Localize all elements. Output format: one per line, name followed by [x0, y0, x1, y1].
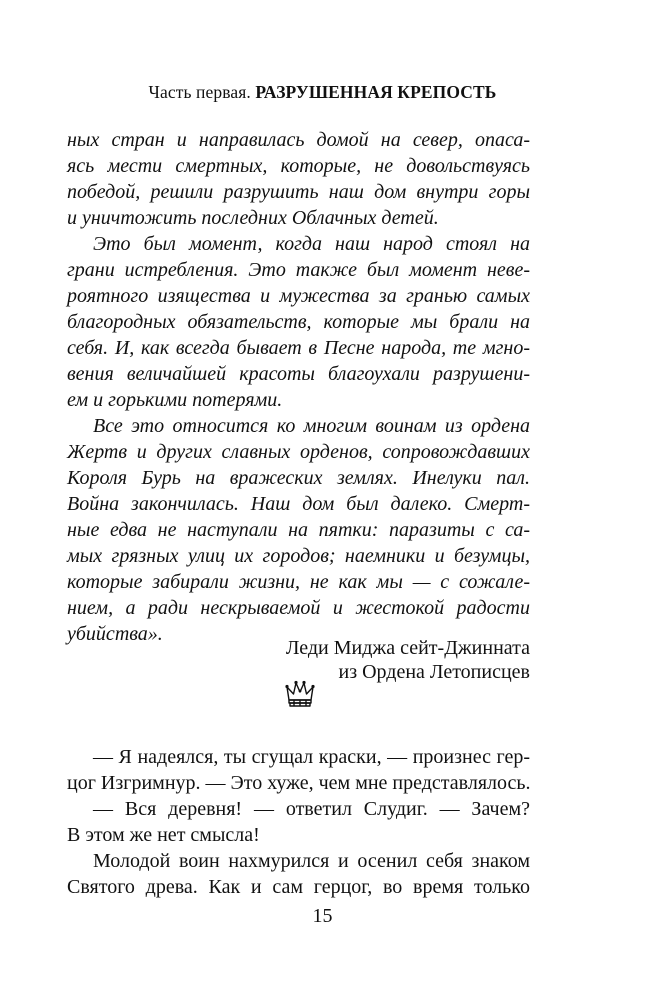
- body-line: — Вся деревня! — ответил Слудиг. — Зачем?: [93, 798, 530, 820]
- running-header: [0, 82, 645, 103]
- epigraph-signature-order: из Ордена Летописцев: [338, 661, 530, 683]
- crown-icon: [285, 680, 315, 708]
- epigraph-line: себя. И, как всегда бывает в Песне народа, те мгно-: [67, 337, 530, 359]
- epigraph-line: благородных обязательств, которые мы брали на: [67, 311, 530, 333]
- epigraph-line: ясь мести смертных, которые, не довольствуясь: [67, 155, 530, 177]
- epigraph-line: Короля Бурь на вражеских землях. Инелуки пал.: [67, 467, 530, 489]
- body-line: Святого древа. Как и сам герцог, во время только: [67, 876, 530, 898]
- epigraph-line: ем и горькими потерями.: [67, 389, 283, 411]
- page-number: 15: [312, 905, 333, 927]
- epigraph-line: грани истребления. Это также был момент неве-: [67, 259, 530, 281]
- body-line: В этом же нет смысла!: [67, 824, 260, 846]
- epigraph-line: мых грязных улиц их городов; наемники и безумцы,: [67, 545, 530, 567]
- body-line: — Я надеялся, ты сгущал краски, — произнес гер-: [93, 746, 530, 768]
- epigraph-line: Жертв и других славных орденов, сопровождавших: [67, 441, 530, 463]
- running-header-title: РАЗРУШЕННАЯ КРЕПОСТЬ: [255, 82, 497, 102]
- epigraph-line: победой, решили разрушить наш дом внутри горы: [67, 181, 530, 203]
- epigraph-line: ные едва не наступали на пятки: паразиты с са-: [67, 519, 530, 541]
- epigraph-line: роятного изящества и мужества за гранью самых: [67, 285, 530, 307]
- body-line: Молодой воин нахмурился и осенил себя знаком: [93, 850, 530, 872]
- epigraph-line: нием, а ради нескрываемой и жестокой радости: [67, 597, 530, 619]
- epigraph-line: ных стран и направилась домой на север, опаса-: [67, 129, 530, 151]
- epigraph-line: и уничтожить последних Облачных детей.: [67, 207, 439, 229]
- epigraph-line: Все это относится ко многим воинам из ордена: [93, 415, 530, 437]
- epigraph-line: убийства».: [67, 623, 163, 645]
- epigraph-line: Это был момент, когда наш народ стоял на: [93, 233, 530, 255]
- running-header-part: Часть первая.: [148, 82, 251, 102]
- epigraph-line: Война закончилась. Наш дом был далеко. Смерт-: [67, 493, 530, 515]
- epigraph-signature-author: Леди Миджа сейт-Джинната: [285, 637, 530, 659]
- epigraph-line: которые забирали жизни, не как мы — с сожале-: [67, 571, 530, 593]
- body-line: цог Изгримнур. — Это хуже, чем мне представлялось.: [67, 772, 531, 794]
- epigraph-line: вения величайшей красоты благоухали разрушени-: [67, 363, 530, 385]
